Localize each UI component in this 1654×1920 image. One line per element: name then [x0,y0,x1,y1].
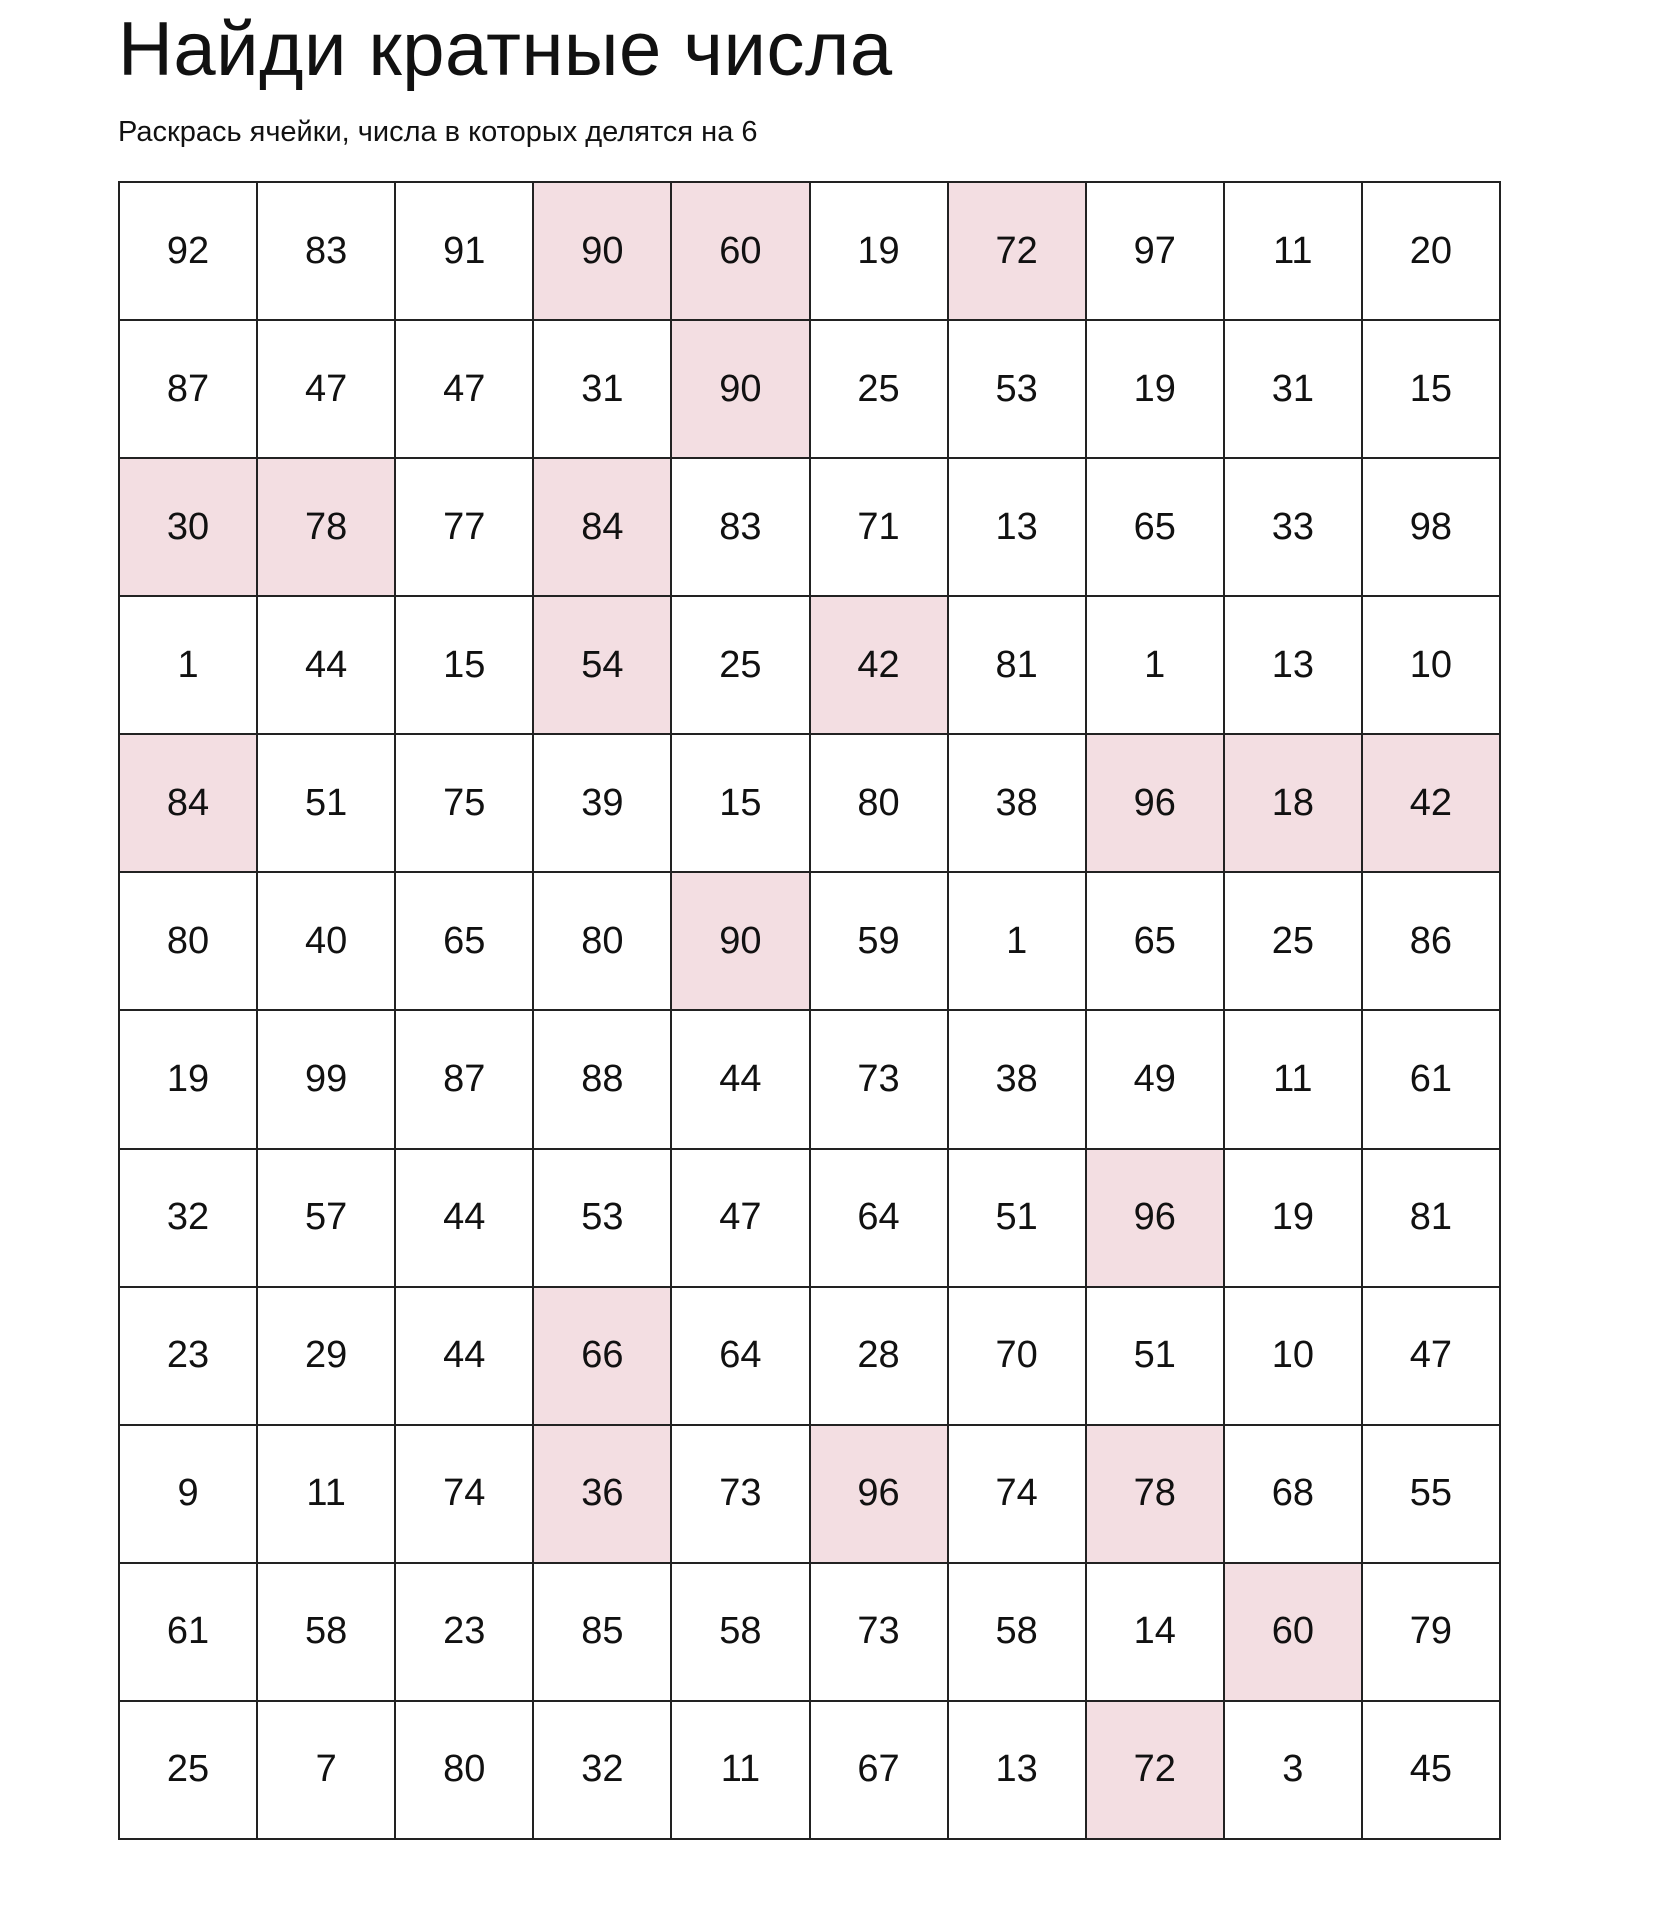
grid-cell[interactable]: 13 [949,459,1087,597]
grid-cell[interactable]: 77 [396,459,534,597]
grid-cell[interactable]: 81 [1363,1150,1501,1288]
grid-cell[interactable]: 88 [534,1011,672,1149]
grid-cell[interactable]: 25 [811,321,949,459]
grid-cell[interactable]: 85 [534,1564,672,1702]
grid-cell[interactable]: 25 [672,597,810,735]
grid-cell[interactable]: 31 [1225,321,1363,459]
grid-cell[interactable]: 80 [396,1702,534,1840]
grid-cell-colored[interactable]: 42 [811,597,949,735]
grid-cell-colored[interactable]: 72 [949,183,1087,321]
grid-cell[interactable]: 65 [396,873,534,1011]
grid-cell[interactable]: 38 [949,735,1087,873]
grid-cell[interactable]: 39 [534,735,672,873]
grid-cell[interactable]: 1 [1087,597,1225,735]
grid-cell[interactable]: 9 [120,1426,258,1564]
grid-cell[interactable]: 87 [396,1011,534,1149]
grid-cell[interactable]: 83 [258,183,396,321]
grid-cell[interactable]: 28 [811,1288,949,1426]
grid-cell-colored[interactable]: 42 [1363,735,1501,873]
grid-cell[interactable]: 19 [1225,1150,1363,1288]
grid-cell[interactable]: 51 [1087,1288,1225,1426]
grid-cell[interactable]: 61 [120,1564,258,1702]
grid-cell[interactable]: 11 [672,1702,810,1840]
page-title: Найди кратные числа [118,7,893,92]
grid-cell[interactable]: 64 [811,1150,949,1288]
grid-cell[interactable]: 91 [396,183,534,321]
grid-cell[interactable]: 14 [1087,1564,1225,1702]
grid-cell[interactable]: 15 [396,597,534,735]
grid-cell[interactable]: 23 [120,1288,258,1426]
grid-cell[interactable]: 92 [120,183,258,321]
grid-cell[interactable]: 99 [258,1011,396,1149]
grid-cell[interactable]: 98 [1363,459,1501,597]
grid-cell[interactable]: 25 [1225,873,1363,1011]
grid-cell[interactable]: 1 [949,873,1087,1011]
grid-cell[interactable]: 58 [949,1564,1087,1702]
grid-cell[interactable]: 47 [396,321,534,459]
grid-cell[interactable]: 73 [811,1011,949,1149]
grid-cell-colored[interactable]: 96 [1087,1150,1225,1288]
grid-cell-colored[interactable]: 60 [1225,1564,1363,1702]
grid-cell[interactable]: 15 [1363,321,1501,459]
grid-cell-colored[interactable]: 66 [534,1288,672,1426]
grid-cell[interactable]: 13 [949,1702,1087,1840]
grid-cell-colored[interactable]: 78 [1087,1426,1225,1564]
grid-cell-colored[interactable]: 54 [534,597,672,735]
grid-cell[interactable]: 65 [1087,459,1225,597]
grid-cell[interactable]: 40 [258,873,396,1011]
grid-cell[interactable]: 49 [1087,1011,1225,1149]
grid-cell[interactable]: 13 [1225,597,1363,735]
grid-cell[interactable]: 10 [1363,597,1501,735]
grid-cell[interactable]: 68 [1225,1426,1363,1564]
grid-cell[interactable]: 32 [120,1150,258,1288]
grid-cell-colored[interactable]: 90 [534,183,672,321]
grid-cell[interactable]: 81 [949,597,1087,735]
grid-cell[interactable]: 61 [1363,1011,1501,1149]
grid-cell[interactable]: 51 [949,1150,1087,1288]
grid-cell[interactable]: 11 [1225,1011,1363,1149]
grid-cell[interactable]: 67 [811,1702,949,1840]
grid-cell[interactable]: 11 [258,1426,396,1564]
grid-cell[interactable]: 64 [672,1288,810,1426]
grid-cell[interactable]: 25 [120,1702,258,1840]
instructions-text: Раскрась ячейки, числа в которых делятся на 6 [118,116,758,148]
grid-cell-colored[interactable]: 72 [1087,1702,1225,1840]
grid-cell[interactable]: 59 [811,873,949,1011]
grid-cell[interactable]: 83 [672,459,810,597]
grid-cell[interactable]: 7 [258,1702,396,1840]
grid-cell[interactable]: 15 [672,735,810,873]
grid-cell[interactable]: 29 [258,1288,396,1426]
grid-cell[interactable]: 19 [811,183,949,321]
grid-cell-colored[interactable]: 30 [120,459,258,597]
grid-cell[interactable]: 1 [120,597,258,735]
grid-cell[interactable]: 11 [1225,183,1363,321]
number-grid [118,181,1501,1840]
grid-cell[interactable]: 19 [120,1011,258,1149]
grid-cell[interactable]: 97 [1087,183,1225,321]
grid-cell[interactable]: 74 [396,1426,534,1564]
grid-cell[interactable]: 58 [258,1564,396,1702]
grid-cell[interactable]: 53 [534,1150,672,1288]
grid-cell[interactable]: 73 [811,1564,949,1702]
grid-cell[interactable]: 80 [534,873,672,1011]
grid-cell-colored[interactable]: 78 [258,459,396,597]
grid-cell[interactable]: 45 [1363,1702,1501,1840]
grid-cell[interactable]: 23 [396,1564,534,1702]
grid-cell[interactable]: 70 [949,1288,1087,1426]
grid-cell[interactable]: 10 [1225,1288,1363,1426]
grid-cell[interactable]: 65 [1087,873,1225,1011]
grid-cell[interactable]: 55 [1363,1426,1501,1564]
grid-cell[interactable]: 44 [396,1288,534,1426]
grid-cell[interactable]: 44 [258,597,396,735]
grid-cell-colored[interactable]: 90 [672,321,810,459]
grid-cell[interactable]: 75 [396,735,534,873]
grid-cell-colored[interactable]: 36 [534,1426,672,1564]
grid-cell-colored[interactable]: 96 [1087,735,1225,873]
grid-cell-colored[interactable]: 84 [120,735,258,873]
grid-cell[interactable]: 80 [120,873,258,1011]
grid-cell-colored[interactable]: 96 [811,1426,949,1564]
grid-cell[interactable]: 31 [534,321,672,459]
grid-cell[interactable]: 57 [258,1150,396,1288]
grid-cell[interactable]: 79 [1363,1564,1501,1702]
grid-cell[interactable]: 53 [949,321,1087,459]
grid-cell[interactable]: 19 [1087,321,1225,459]
grid-cell[interactable]: 47 [1363,1288,1501,1426]
grid-cell[interactable]: 80 [811,735,949,873]
grid-cell[interactable]: 47 [672,1150,810,1288]
grid-cell[interactable]: 71 [811,459,949,597]
grid-cell[interactable]: 44 [672,1011,810,1149]
grid-cell[interactable]: 44 [396,1150,534,1288]
grid-cell[interactable]: 3 [1225,1702,1363,1840]
grid-cell[interactable]: 73 [672,1426,810,1564]
grid-cell-colored[interactable]: 84 [534,459,672,597]
grid-cell[interactable]: 33 [1225,459,1363,597]
grid-cell[interactable]: 32 [534,1702,672,1840]
grid-cell[interactable]: 87 [120,321,258,459]
grid-cell[interactable]: 74 [949,1426,1087,1564]
grid-cell[interactable]: 51 [258,735,396,873]
grid-cell[interactable]: 47 [258,321,396,459]
grid-cell[interactable]: 86 [1363,873,1501,1011]
grid-cell-colored[interactable]: 18 [1225,735,1363,873]
grid-cell[interactable]: 20 [1363,183,1501,321]
grid-cell-colored[interactable]: 90 [672,873,810,1011]
grid-cell[interactable]: 58 [672,1564,810,1702]
grid-cell-colored[interactable]: 60 [672,183,810,321]
grid-cell[interactable]: 38 [949,1011,1087,1149]
